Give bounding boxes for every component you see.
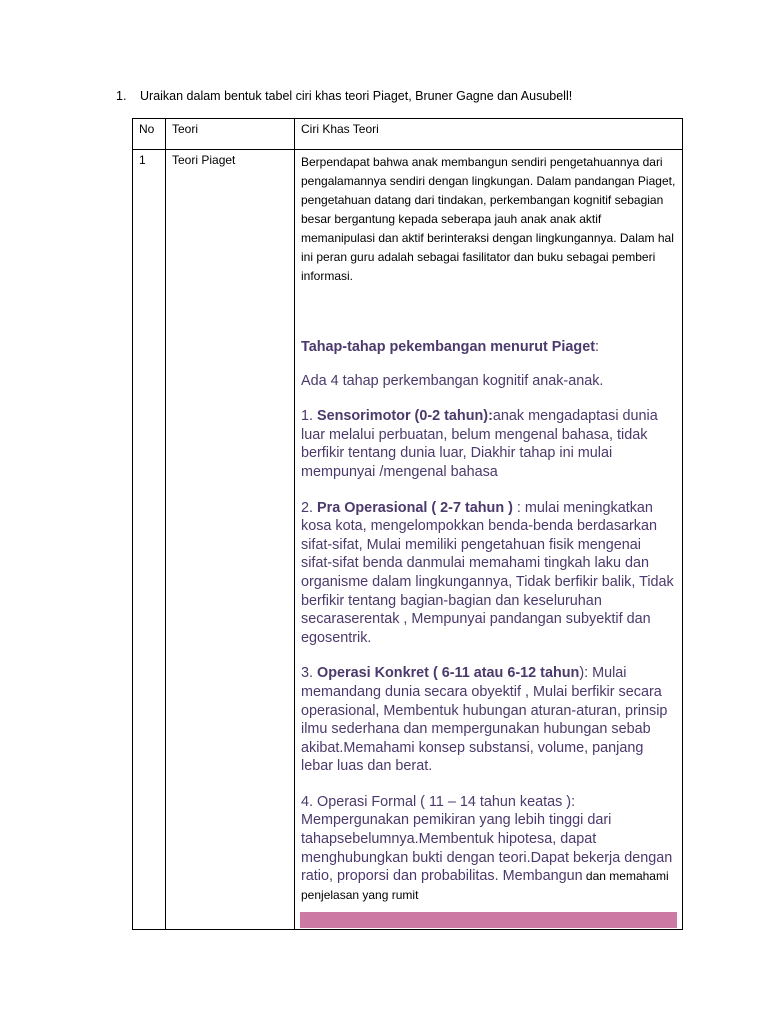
stage-1-bold: Sensorimotor (0-2 tahun): xyxy=(317,408,493,425)
row-ciri-khas xyxy=(295,150,683,930)
stage-2-text: : mulai meningkatkan kosa kota, mengelompokkan benda-benda berdasarkan sifat-sifat, Mulai memiliki pengetahuan fisik mengenai sifat-sifat benda danmulai memahami tingkah laku dan organisme dalam lingkungannya, Tidak berfikir balik, Tidak berfikir tentang bagian-bagian dan keseluruhan secaraserentak , Mempunyai pandangan subyektif dan egosentrik. xyxy=(301,499,674,646)
stage-3-bold: Operasi Konkret ( 6-11 atau 6-12 tahun xyxy=(317,665,580,682)
question-number: 1. xyxy=(116,89,127,103)
stage-1-num: 1. xyxy=(301,408,317,425)
row-teori: Teori Piaget xyxy=(166,150,295,930)
stages-title: Tahap-tahap pekembangan menurut Piaget xyxy=(301,339,595,355)
stage-4-text: Operasi Formal ( 11 – 14 tahun keatas ): Mempergunakan pemikiran yang lebih tinggi dari tahapsebelumnya.Membentuk hipotesa, dapat menghubungkan bukti dengan teori.Dapat bekerja dengan ratio, proporsi dan probabilitas. Membangun xyxy=(301,793,673,885)
stage-4-tail: dan memahami penjelasan yang rumit xyxy=(301,869,669,902)
stages-title-line xyxy=(301,338,676,357)
row-no: 1 xyxy=(133,150,166,930)
header-teori: Teori xyxy=(166,119,295,150)
header-ciri-khas: Ciri Khas Teori xyxy=(295,119,683,150)
question-text: Uraikan dalam bentuk tabel ciri khas teori Piaget, Bruner Gagne dan Ausubell! xyxy=(140,89,573,103)
stage-4-num: 4. xyxy=(301,793,317,810)
question-line xyxy=(116,88,572,104)
stages-intro: Ada 4 tahap perkembangan kognitif anak-anak. xyxy=(301,372,604,389)
stages-title-colon: : xyxy=(595,339,599,355)
table-header-row xyxy=(133,119,683,150)
stage-1-text: anak mengadaptasi dunia luar melalui perbuatan, belum mengenal bahasa, tidak berfikir tentang dunia luar, Diakhir tahap ini mulai mempunyai /mengenal bahasa xyxy=(301,408,658,480)
stage-3-num: 3. xyxy=(301,665,317,682)
stage-4 xyxy=(301,793,676,905)
stage-2 xyxy=(301,499,676,648)
header-no: No xyxy=(133,119,166,150)
piaget-intro: Berpendapat bahwa anak membangun sendiri pengetahuannya dari pengalamannya sendiri dengan lingkungan. Dalam pandangan Piaget, pengetahuan datang dari tindakan, perkembangan kognitif sebagian besar bergantung kepada seberapa jauh anak anak aktif memanipulasi dan aktif berinteraksi dengan lingkungannya. Dalam hal ini peran guru adalah sebagai fasilitator dan buku sebagai pemberi informasi. xyxy=(301,155,676,283)
pink-highlight-bar xyxy=(300,912,677,928)
stages-section xyxy=(301,338,676,904)
stage-1 xyxy=(301,407,676,481)
theory-table xyxy=(132,118,683,930)
stage-3 xyxy=(301,664,676,776)
stage-2-bold: Pra Operasional ( 2-7 tahun ) xyxy=(317,499,513,516)
table-row xyxy=(133,150,683,930)
stage-3-text: ): Mulai memandang dunia secara obyektif , Mulai berfikir secara operasional, Membentuk hubungan aturan-aturan, prinsip ilmu sederhana dan mempergunakan hubungan sebab akibat.Memahami konsep substansi, volume, panjang lebar luas dan berat. xyxy=(301,665,668,775)
stage-2-num: 2. xyxy=(301,499,317,516)
